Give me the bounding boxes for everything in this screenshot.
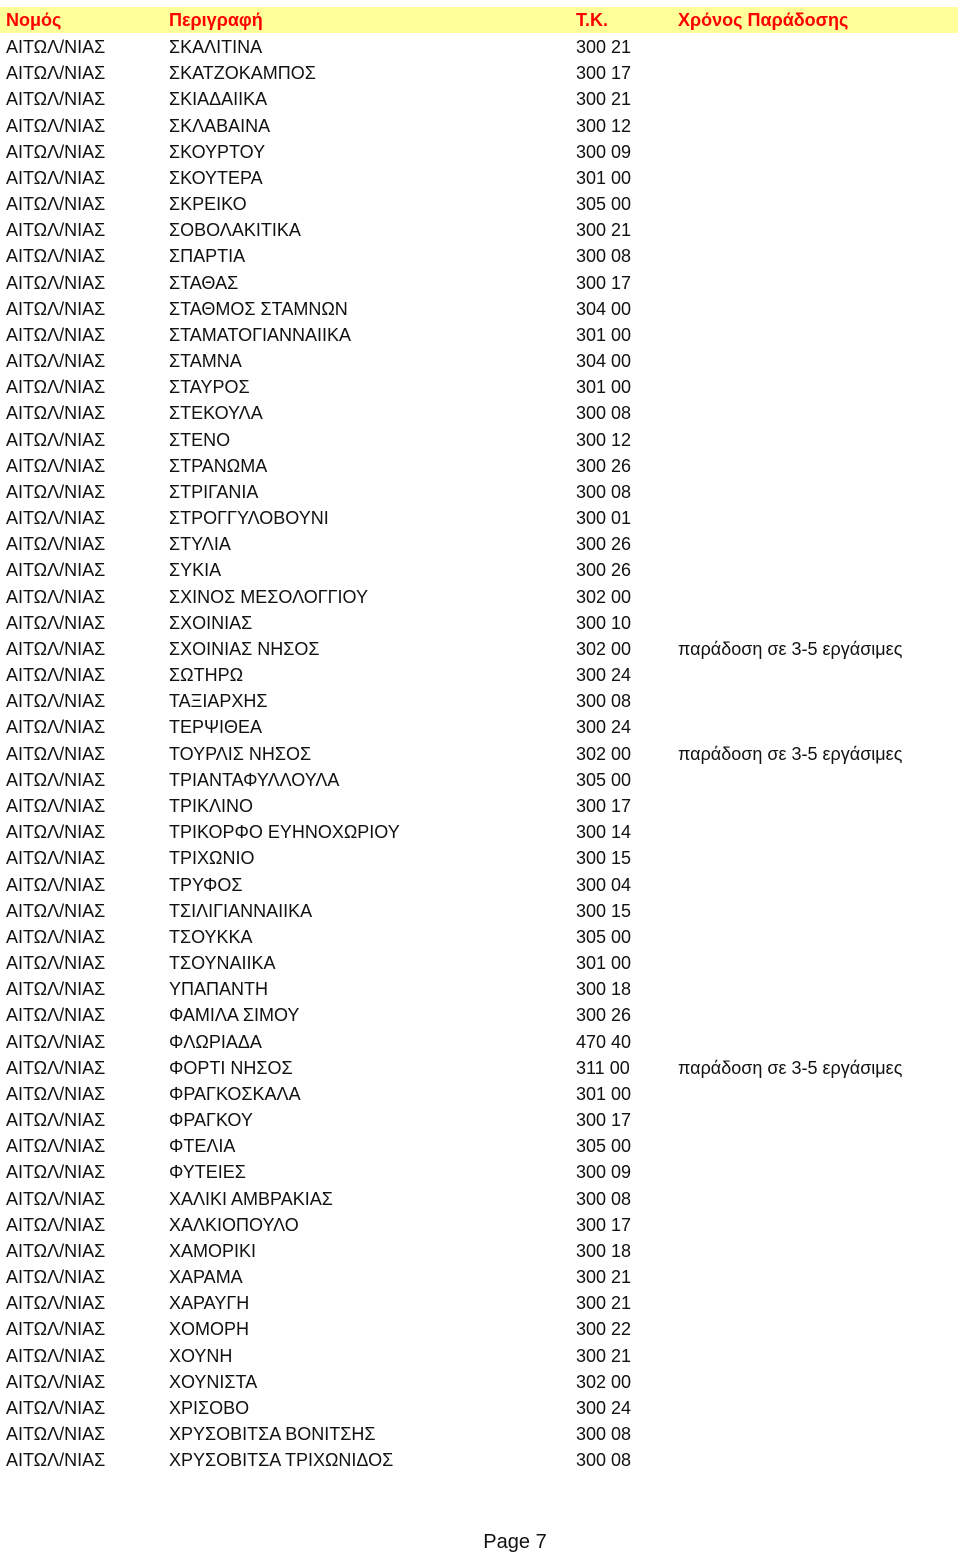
cell-perigrafi: ΣΤΥΛΙΑ (169, 534, 231, 555)
cell-nomos: ΑΙΤΩΛ/ΝΙΑΣ (6, 953, 106, 974)
cell-perigrafi: ΣΚΛΑΒΑΙΝΑ (169, 115, 271, 136)
cell-nomos: ΑΙΤΩΛ/ΝΙΑΣ (6, 115, 106, 136)
table-row (0, 505, 960, 531)
cell-nomos: ΑΙΤΩΛ/ΝΙΑΣ (6, 403, 106, 424)
cell-perigrafi: ΣΟΒΟΛΑΚΙΤΙΚΑ (169, 220, 301, 241)
cell-tk: 300 08 (576, 246, 632, 267)
cell-tk: 302 00 (576, 638, 632, 659)
cell-tk: 300 26 (576, 560, 632, 581)
cell-tk: 305 00 (576, 769, 632, 790)
cell-tk: 300 22 (576, 1319, 632, 1340)
table-row (0, 1421, 960, 1447)
cell-nomos: ΑΙΤΩΛ/ΝΙΑΣ (6, 926, 106, 947)
cell-perigrafi: ΣΥΚΙΑ (169, 560, 222, 581)
table-row (0, 584, 960, 610)
table-row (0, 479, 960, 505)
table-row (0, 1029, 960, 1055)
cell-tk: 300 17 (576, 63, 632, 84)
table-row (0, 872, 960, 898)
header-tk: Τ.Κ. (576, 10, 609, 30)
cell-tk: 300 08 (576, 1450, 632, 1471)
cell-tk: 300 18 (576, 1240, 632, 1261)
cell-perigrafi: ΣΚΑΤΖΟΚΑΜΠΟΣ (169, 63, 316, 84)
cell-perigrafi: ΧΡΙΣΟΒΟ (169, 1397, 250, 1418)
table-row (0, 531, 960, 557)
cell-tk: 300 04 (576, 874, 632, 895)
cell-tk: 300 08 (576, 1188, 632, 1209)
cell-tk: 300 18 (576, 979, 632, 1000)
cell-tk: 300 14 (576, 822, 632, 843)
cell-tk: 300 21 (576, 89, 632, 110)
table-row (0, 1264, 960, 1290)
cell-nomos: ΑΙΤΩΛ/ΝΙΑΣ (6, 1110, 106, 1131)
cell-tk: 300 15 (576, 900, 632, 921)
cell-perigrafi: ΣΚΟΥΡΤΟΥ (169, 141, 266, 162)
table-row (0, 60, 960, 86)
cell-perigrafi: ΣΚΟΥΤΕΡΑ (169, 167, 263, 188)
table-row (0, 557, 960, 583)
cell-tk: 300 09 (576, 1162, 632, 1183)
cell-nomos: ΑΙΤΩΛ/ΝΙΑΣ (6, 1083, 106, 1104)
cell-nomos: ΑΙΤΩΛ/ΝΙΑΣ (6, 743, 106, 764)
table-row (0, 1186, 960, 1212)
cell-perigrafi: ΧΑΛΙΚΙ ΑΜΒΡΑΚΙΑΣ (169, 1188, 333, 1209)
cell-tk: 300 26 (576, 455, 632, 476)
cell-tk: 300 12 (576, 429, 632, 450)
cell-nomos: ΑΙΤΩΛ/ΝΙΑΣ (6, 1005, 106, 1026)
cell-perigrafi: ΧΡΥΣΟΒΙΤΣΑ ΒΟΝΙΤΣΗΣ (169, 1424, 376, 1445)
table-row (0, 348, 960, 374)
cell-nomos: ΑΙΤΩΛ/ΝΙΑΣ (6, 665, 106, 686)
cell-tk: 301 00 (576, 953, 632, 974)
cell-perigrafi: ΧΟΜΟΡΗ (169, 1319, 250, 1340)
cell-perigrafi: ΤΣΙΛΙΓΙΑΝΝΑΙΙΚΑ (169, 900, 313, 921)
cell-nomos: ΑΙΤΩΛ/ΝΙΑΣ (6, 481, 106, 502)
cell-nomos: ΑΙΤΩΛ/ΝΙΑΣ (6, 246, 106, 267)
table-row (0, 1002, 960, 1028)
cell-tk: 304 00 (576, 298, 632, 319)
cell-perigrafi: ΤΡΙΧΩΝΙΟ (169, 848, 255, 869)
cell-nomos: ΑΙΤΩΛ/ΝΙΑΣ (6, 1188, 106, 1209)
cell-nomos: ΑΙΤΩΛ/ΝΙΑΣ (6, 194, 106, 215)
table-row (0, 950, 960, 976)
cell-tk: 300 17 (576, 1110, 632, 1131)
cell-nomos: ΑΙΤΩΛ/ΝΙΑΣ (6, 1136, 106, 1157)
cell-perigrafi: ΧΑΡΑΥΓΗ (169, 1293, 250, 1314)
cell-perigrafi: ΣΤΑΘΜΟΣ ΣΤΑΜΝΩΝ (169, 298, 348, 319)
cell-xronos: παράδοση σε 3-5 εργάσιμες (678, 1057, 903, 1078)
cell-perigrafi: ΤΣΟΥΝΑΙΙΚΑ (169, 953, 276, 974)
header-xronos: Χρόνος Παράδοσης (678, 10, 849, 30)
cell-nomos: ΑΙΤΩΛ/ΝΙΑΣ (6, 1397, 106, 1418)
cell-nomos: ΑΙΤΩΛ/ΝΙΑΣ (6, 1057, 106, 1078)
cell-perigrafi: ΧΑΡΑΜΑ (169, 1267, 243, 1288)
table-row (0, 1316, 960, 1342)
cell-nomos: ΑΙΤΩΛ/ΝΙΑΣ (6, 351, 106, 372)
cell-nomos: ΑΙΤΩΛ/ΝΙΑΣ (6, 324, 106, 345)
table-row (0, 1212, 960, 1238)
table-row (0, 1055, 960, 1081)
cell-tk: 300 26 (576, 1005, 632, 1026)
cell-nomos: ΑΙΤΩΛ/ΝΙΑΣ (6, 37, 106, 57)
table-row (0, 113, 960, 139)
cell-tk: 300 21 (576, 1267, 632, 1288)
cell-tk: 300 01 (576, 508, 632, 529)
cell-tk: 300 15 (576, 848, 632, 869)
cell-perigrafi: ΤΡΥΦΟΣ (169, 874, 243, 895)
cell-nomos: ΑΙΤΩΛ/ΝΙΑΣ (6, 1031, 106, 1052)
cell-tk: 301 00 (576, 167, 632, 188)
table-row (0, 296, 960, 322)
cell-nomos: ΑΙΤΩΛ/ΝΙΑΣ (6, 1162, 106, 1183)
table-row (0, 898, 960, 924)
table-row (0, 322, 960, 348)
cell-tk: 300 17 (576, 272, 632, 293)
table-row (0, 139, 960, 165)
table-row (0, 1107, 960, 1133)
cell-nomos: ΑΙΤΩΛ/ΝΙΑΣ (6, 769, 106, 790)
cell-perigrafi: ΣΚΡΕΙΚΟ (169, 194, 247, 215)
cell-perigrafi: ΧΑΜΟΡΙΚΙ (169, 1240, 257, 1261)
cell-tk: 300 21 (576, 220, 632, 241)
cell-perigrafi: ΣΠΑΡΤΙΑ (169, 246, 246, 267)
cell-perigrafi: ΣΤΕΝΟ (169, 429, 231, 450)
cell-nomos: ΑΙΤΩΛ/ΝΙΑΣ (6, 1267, 106, 1288)
cell-nomos: ΑΙΤΩΛ/ΝΙΑΣ (6, 167, 106, 188)
cell-perigrafi: ΤΕΡΨΙΘΕΑ (169, 717, 263, 738)
cell-tk: 300 24 (576, 665, 632, 686)
cell-xronos: παράδοση σε 3-5 εργάσιμες (678, 743, 903, 764)
cell-tk: 300 21 (576, 37, 632, 57)
table-row (0, 845, 960, 871)
cell-perigrafi: ΦΡΑΓΚΟΥ (169, 1110, 253, 1131)
cell-perigrafi: ΣΤΑΥΡΟΣ (169, 377, 250, 398)
cell-tk: 304 00 (576, 351, 632, 372)
cell-perigrafi: ΣΤΕΚΟΥΛΑ (169, 403, 263, 424)
cell-nomos: ΑΙΤΩΛ/ΝΙΑΣ (6, 586, 106, 607)
table-row (0, 714, 960, 740)
cell-tk: 300 12 (576, 115, 632, 136)
cell-nomos: ΑΙΤΩΛ/ΝΙΑΣ (6, 822, 106, 843)
table-row (0, 1395, 960, 1421)
cell-nomos: ΑΙΤΩΛ/ΝΙΑΣ (6, 141, 106, 162)
cell-xronos: παράδοση σε 3-5 εργάσιμες (678, 638, 903, 659)
table-row (0, 86, 960, 112)
cell-nomos: ΑΙΤΩΛ/ΝΙΑΣ (6, 508, 106, 529)
table-row (0, 217, 960, 243)
cell-perigrafi: ΣΚΑΛΙΤΙΝΑ (169, 37, 263, 57)
table-row (0, 610, 960, 636)
table-row (0, 270, 960, 296)
cell-tk: 300 24 (576, 717, 632, 738)
cell-perigrafi: ΤΣΟΥΚΚΑ (169, 926, 253, 947)
cell-perigrafi: ΦΑΜΙΛΑ ΣΙΜΟΥ (169, 1005, 300, 1026)
cell-nomos: ΑΙΤΩΛ/ΝΙΑΣ (6, 612, 106, 633)
cell-nomos: ΑΙΤΩΛ/ΝΙΑΣ (6, 63, 106, 84)
cell-tk: 305 00 (576, 194, 632, 215)
cell-perigrafi: ΤΟΥΡΛΙΣ ΝΗΣΟΣ (169, 743, 312, 764)
cell-tk: 300 26 (576, 534, 632, 555)
cell-perigrafi: ΣΤΑΜΑΤΟΓΙΑΝΝΑΙΙΚΑ (169, 324, 352, 345)
cell-nomos: ΑΙΤΩΛ/ΝΙΑΣ (6, 89, 106, 110)
table-row (0, 1447, 960, 1473)
table-row (0, 819, 960, 845)
table-row (0, 1159, 960, 1185)
cell-perigrafi: ΦΡΑΓΚΟΣΚΑΛΑ (169, 1083, 301, 1104)
cell-nomos: ΑΙΤΩΛ/ΝΙΑΣ (6, 298, 106, 319)
table-row (0, 453, 960, 479)
cell-tk: 305 00 (576, 926, 632, 947)
cell-perigrafi: ΣΧΙΝΟΣ ΜΕΣΟΛΟΓΓΙΟΥ (169, 586, 368, 607)
cell-nomos: ΑΙΤΩΛ/ΝΙΑΣ (6, 1240, 106, 1261)
cell-tk: 301 00 (576, 1083, 632, 1104)
cell-perigrafi: ΣΤΡΑΝΩΜΑ (169, 455, 268, 476)
cell-nomos: ΑΙΤΩΛ/ΝΙΑΣ (6, 534, 106, 555)
table-row (0, 243, 960, 269)
table-row (0, 767, 960, 793)
cell-nomos: ΑΙΤΩΛ/ΝΙΑΣ (6, 1424, 106, 1445)
cell-nomos: ΑΙΤΩΛ/ΝΙΑΣ (6, 1450, 106, 1471)
cell-tk: 311 00 (576, 1057, 630, 1078)
cell-tk: 301 00 (576, 324, 632, 345)
cell-perigrafi: ΦΛΩΡΙΑΔΑ (169, 1031, 262, 1052)
cell-perigrafi: ΦΟΡΤΙ ΝΗΣΟΣ (169, 1057, 293, 1078)
cell-tk: 300 17 (576, 795, 632, 816)
cell-nomos: ΑΙΤΩΛ/ΝΙΑΣ (6, 848, 106, 869)
cell-nomos: ΑΙΤΩΛ/ΝΙΑΣ (6, 979, 106, 1000)
cell-tk: 301 00 (576, 377, 632, 398)
table-row (0, 924, 960, 950)
cell-tk: 305 00 (576, 1136, 632, 1157)
cell-tk: 300 21 (576, 1345, 632, 1366)
page-number: Page 7 (483, 1531, 547, 1553)
cell-perigrafi: ΧΡΥΣΟΒΙΤΣΑ ΤΡΙΧΩΝΙΔΟΣ (169, 1450, 394, 1471)
cell-nomos: ΑΙΤΩΛ/ΝΙΑΣ (6, 377, 106, 398)
table-row (0, 165, 960, 191)
table-row (0, 400, 960, 426)
cell-perigrafi: ΦΥΤΕΙΕΣ (169, 1162, 246, 1183)
cell-perigrafi: ΧΟΥΝΗ (169, 1345, 233, 1366)
cell-perigrafi: ΣΤΑΜΝΑ (169, 351, 242, 372)
cell-nomos: ΑΙΤΩΛ/ΝΙΑΣ (6, 900, 106, 921)
table-row (0, 374, 960, 400)
table-row (0, 636, 960, 662)
cell-perigrafi: ΣΚΙΑΔΑΙΙΚΑ (169, 89, 268, 110)
table-row (0, 427, 960, 453)
cell-nomos: ΑΙΤΩΛ/ΝΙΑΣ (6, 691, 106, 712)
cell-tk: 302 00 (576, 743, 632, 764)
cell-perigrafi: ΤΡΙΚΟΡΦΟ ΕΥΗΝΟΧΩΡΙΟΥ (169, 822, 400, 843)
table-row (0, 976, 960, 1002)
cell-perigrafi: ΧΑΛΚΙΟΠΟΥΛΟ (169, 1214, 299, 1235)
cell-perigrafi: ΤΑΞΙΑΡΧΗΣ (169, 691, 268, 712)
cell-tk: 300 08 (576, 403, 632, 424)
cell-perigrafi: ΤΡΙΑΝΤΑΦΥΛΛΟΥΛΑ (169, 769, 340, 790)
cell-nomos: ΑΙΤΩΛ/ΝΙΑΣ (6, 1371, 106, 1392)
cell-tk: 302 00 (576, 586, 632, 607)
table-row (0, 662, 960, 688)
cell-tk: 300 17 (576, 1214, 632, 1235)
cell-perigrafi: ΣΤΑΘΑΣ (169, 272, 239, 293)
cell-perigrafi: ΣΤΡΟΓΓΥΛΟΒΟΥΝΙ (169, 508, 329, 529)
cell-tk: 300 10 (576, 612, 632, 633)
table-row (0, 1290, 960, 1316)
table-row (0, 1238, 960, 1264)
cell-nomos: ΑΙΤΩΛ/ΝΙΑΣ (6, 429, 106, 450)
table-row (0, 741, 960, 767)
cell-nomos: ΑΙΤΩΛ/ΝΙΑΣ (6, 455, 106, 476)
cell-nomos: ΑΙΤΩΛ/ΝΙΑΣ (6, 1293, 106, 1314)
cell-nomos: ΑΙΤΩΛ/ΝΙΑΣ (6, 638, 106, 659)
cell-tk: 300 08 (576, 691, 632, 712)
table-row (0, 1133, 960, 1159)
cell-tk: 300 24 (576, 1397, 632, 1418)
cell-nomos: ΑΙΤΩΛ/ΝΙΑΣ (6, 874, 106, 895)
cell-nomos: ΑΙΤΩΛ/ΝΙΑΣ (6, 272, 106, 293)
cell-tk: 470 40 (576, 1031, 632, 1052)
cell-nomos: ΑΙΤΩΛ/ΝΙΑΣ (6, 1319, 106, 1340)
table-row (0, 1343, 960, 1369)
cell-nomos: ΑΙΤΩΛ/ΝΙΑΣ (6, 717, 106, 738)
table-row (0, 1369, 960, 1395)
table-row (0, 191, 960, 217)
cell-nomos: ΑΙΤΩΛ/ΝΙΑΣ (6, 1345, 106, 1366)
cell-tk: 300 21 (576, 1293, 632, 1314)
table-row (0, 1081, 960, 1107)
cell-nomos: ΑΙΤΩΛ/ΝΙΑΣ (6, 560, 106, 581)
table-row (0, 793, 960, 819)
cell-perigrafi: ΣΤΡΙΓΑΝΙΑ (169, 481, 259, 502)
cell-perigrafi: ΣΧΟΙΝΙΑΣ ΝΗΣΟΣ (169, 638, 320, 659)
cell-nomos: ΑΙΤΩΛ/ΝΙΑΣ (6, 795, 106, 816)
cell-perigrafi: ΣΧΟΙΝΙΑΣ (169, 612, 253, 633)
cell-tk: 300 08 (576, 481, 632, 502)
table-row (0, 688, 960, 714)
cell-tk: 300 09 (576, 141, 632, 162)
table-row (0, 34, 960, 60)
table-body (0, 34, 960, 1473)
cell-nomos: ΑΙΤΩΛ/ΝΙΑΣ (6, 220, 106, 241)
table-header (0, 7, 958, 33)
header-nomos: Νομός (6, 10, 62, 30)
cell-nomos: ΑΙΤΩΛ/ΝΙΑΣ (6, 1214, 106, 1235)
cell-perigrafi: ΥΠΑΠΑΝΤΗ (169, 979, 269, 1000)
cell-perigrafi: ΧΟΥΝΙΣΤΑ (169, 1371, 258, 1392)
cell-tk: 302 00 (576, 1371, 632, 1392)
header-perigrafi: Περιγραφή (169, 10, 263, 30)
cell-perigrafi: ΦΤΕΛΙΑ (169, 1136, 236, 1157)
cell-perigrafi: ΣΩΤΗΡΩ (169, 665, 244, 686)
cell-perigrafi: ΤΡΙΚΛΙΝΟ (169, 795, 254, 816)
cell-tk: 300 08 (576, 1424, 632, 1445)
